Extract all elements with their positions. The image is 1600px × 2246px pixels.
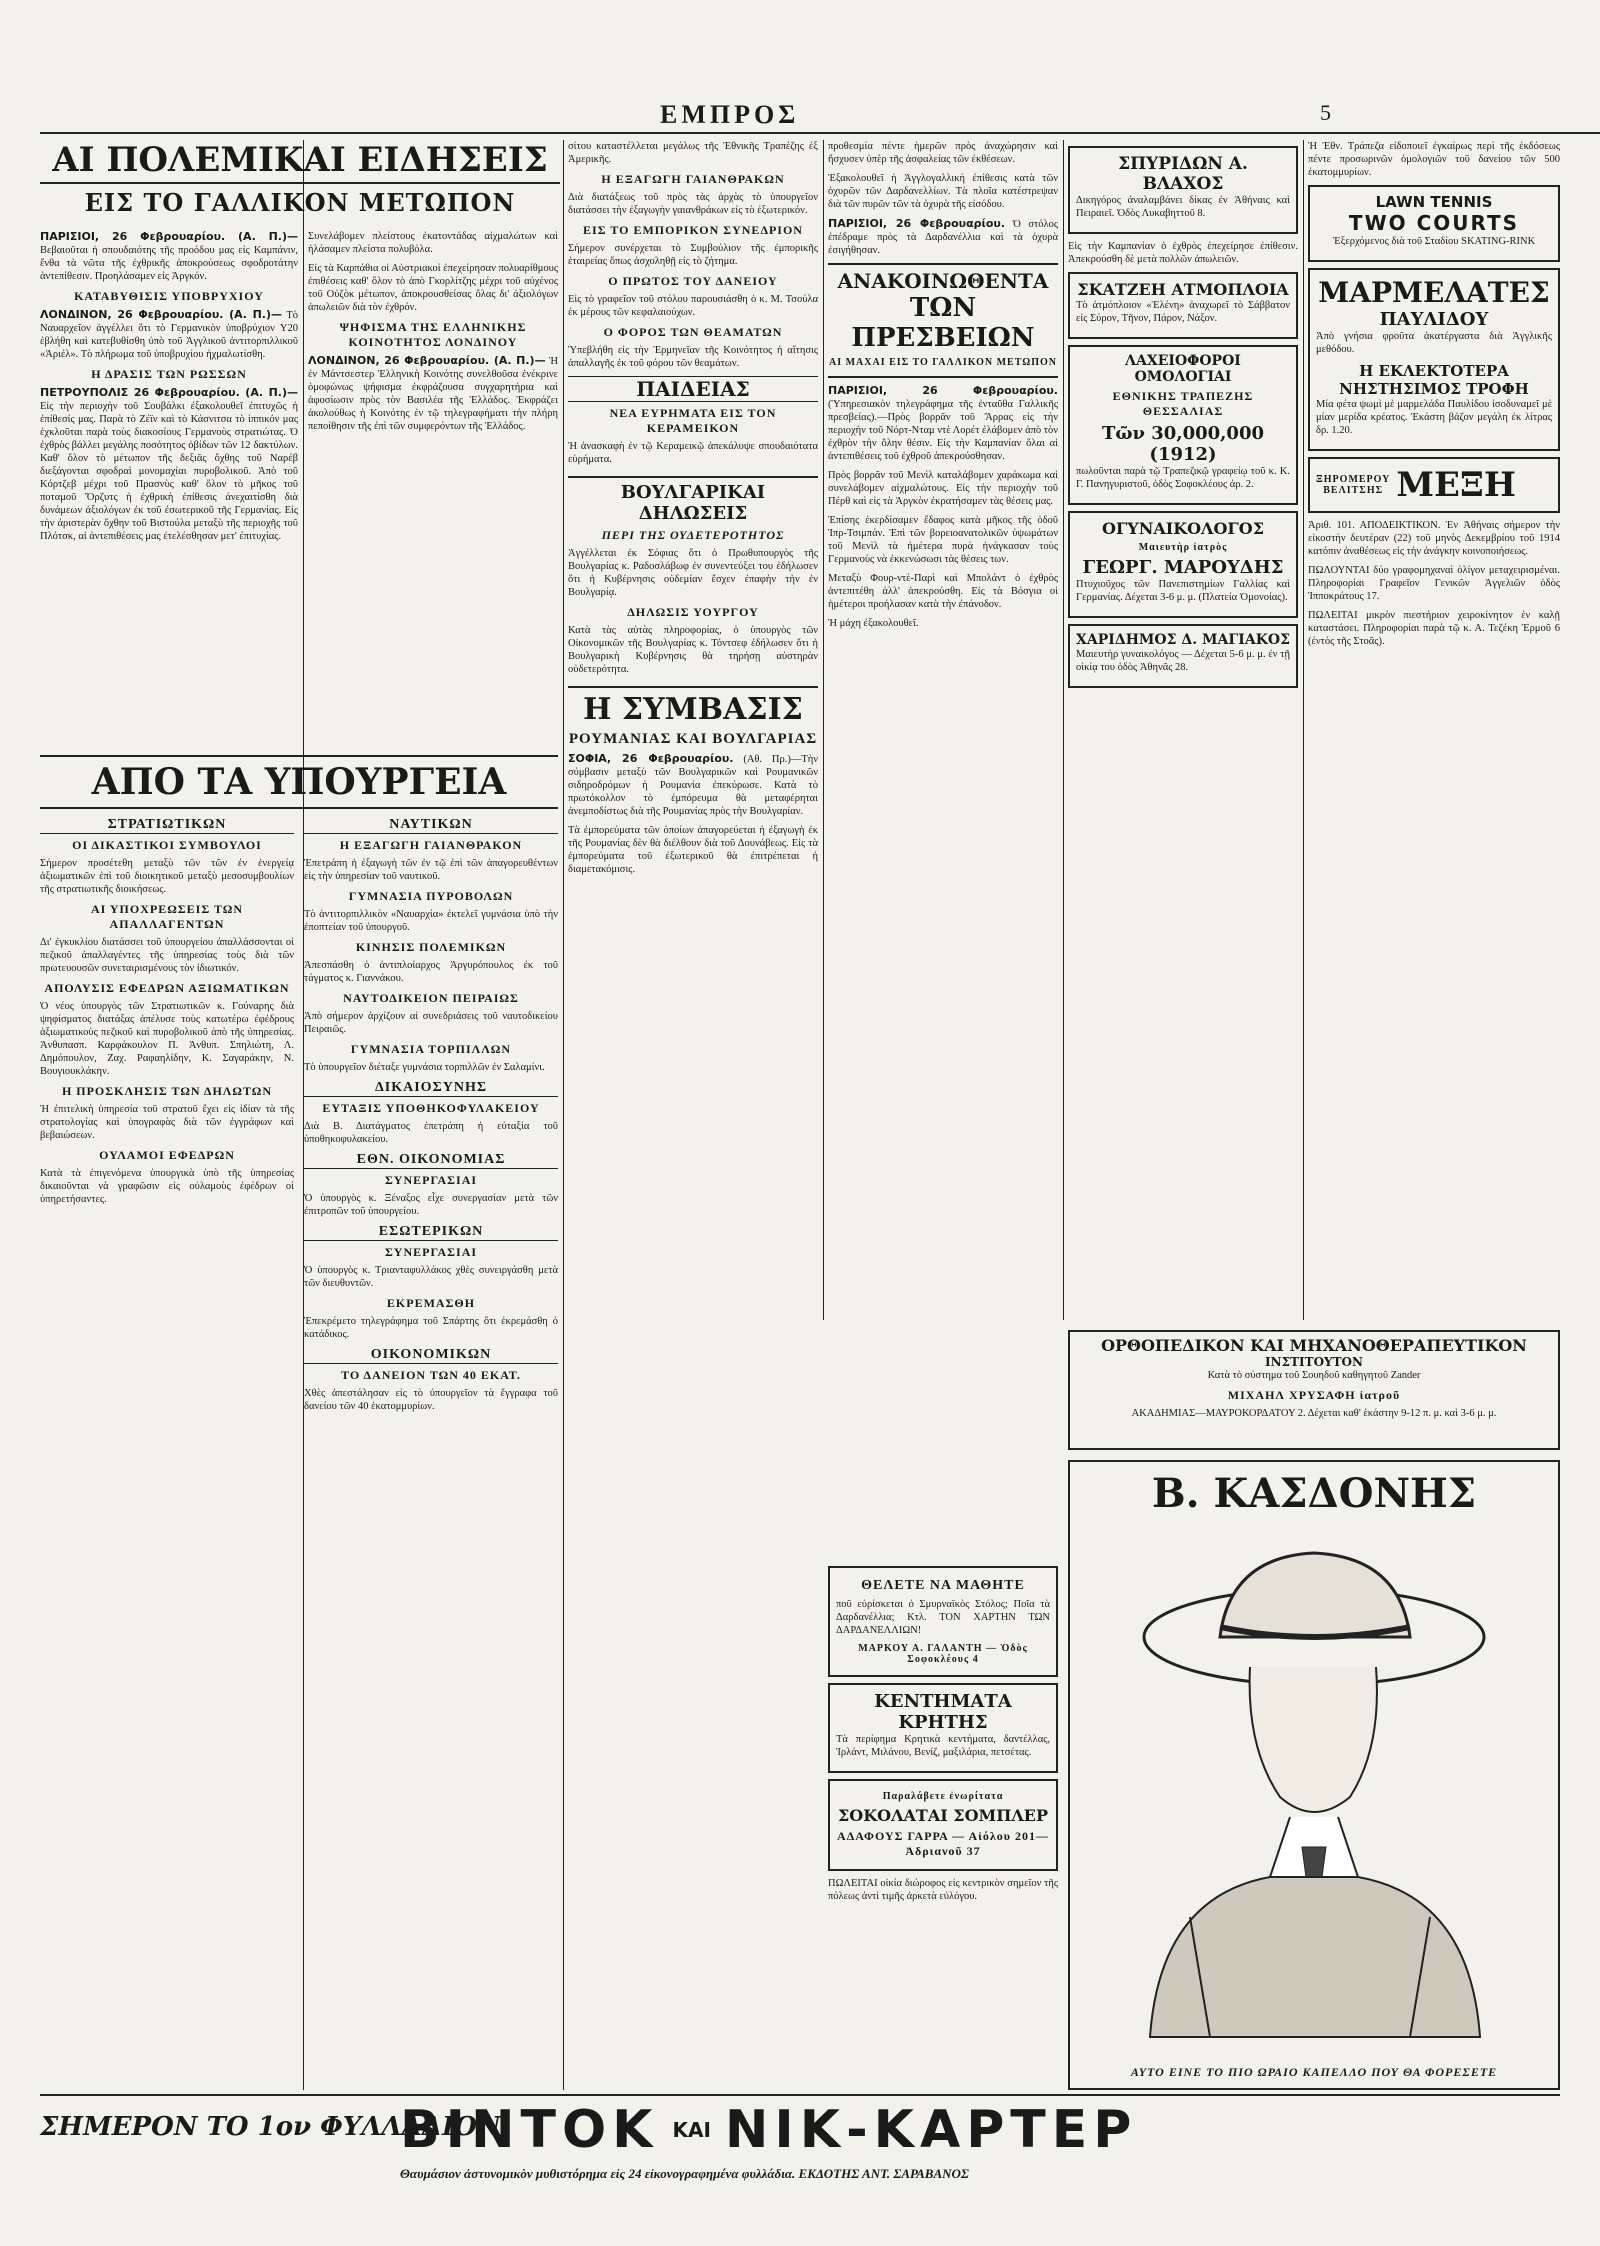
paragraph: Τὸ ἀντιτορπιλλικὸν «Ναυαρχία» ἐκτελεῖ γυμνάσια ὑπὸ τὴν ἐποπτείαν τοῦ ὑπουργοῦ.: [304, 909, 558, 933]
section-subheading: ΔΗΛΩΣΙΣ ΥΟΥΡΓΟΥ: [627, 605, 759, 619]
paragraph: Ἐπεκρέμετο τηλεγράφημα τοῦ Σπάρτης ὅτι ἐκρεμάσθη ὁ κατάδικος.: [304, 1316, 558, 1340]
paragraph: Ἐπετράπη ἡ ἐξαγωγὴ τῶν ἐν τῷ ἐπὶ τῶν ἀπαγορευθέντων εἰς τὴν ὑπηρεσίαν τοῦ ναυτικοῦ.: [304, 858, 558, 882]
ad-name: ΧΑΡΙΔΗΜΟΣ Δ. ΜΑΓΙΑΚΟΣ: [1076, 632, 1290, 648]
section-subheading: Ο ΦΟΡΟΣ ΤΩΝ ΘΕΑΜΑΤΩΝ: [603, 325, 783, 339]
ministries-block: [40, 755, 558, 2090]
headline-ministries: ΑΠΟ ΤΑ ΥΠΟΥΡΓΕΙΑ: [40, 755, 558, 809]
section-subheading: Ο ΠΡΩΤΟΣ ΤΟΥ ΔΑΝΕΙΟΥ: [608, 274, 778, 288]
paragraph: Κατὰ τὰς αὐτὰς πληροφορίας, ὁ ὑπουργὸς τῶν Οἰκονομικῶν τῆς Βουλγαρίας κ. Τόντσεφ ἐδήλωσεν ὅτι ἡ Βουλγαρικὴ Κυβέρνησις θὰ τηρήσῃ αὐστηρὰν οὐδετερότητα.: [568, 625, 818, 675]
ad-map: [828, 1566, 1058, 1677]
paragraph: Δι' ἐγκυκλίου διατάσσει τοῦ ὑπουργείου ἀπαλλάσσονται οἱ πεζικοῦ ἀπαλλαγέντες τῆς ὑπηρεσίας τοὺς διὰ τῶν πρωτευουσῶν συνεταιρισμένους τὸν ἰδιωτικόν.: [40, 937, 294, 974]
section-subheading: ΓΥΜΝΑΣΙΑ ΠΥΡΟΒΟΛΩΝ: [348, 889, 514, 903]
section-subheading: ΚΑΤΑΒΥΘΙΣΙΣ ΥΠΟΒΡΥΧΙΟΥ: [74, 289, 264, 303]
paragraph: Μεταξὺ Φουρ-ντὲ-Παρὶ καὶ Μπολάντ ὁ ἐχθρὸς ἀντεπιτέθη ἀλλ' ἀπεκρούσθη. Εἰς τὰ Βόσγια οἱ ἡμέτεροι προήλασαν κατὰ τὴν ἐπάνοδον.: [828, 573, 1058, 610]
section-subheading: ΕΚΡΕΜΑΣΘΗ: [386, 1296, 476, 1310]
section-subheading: ΓΥΜΝΑΣΙΑ ΤΟΡΠΙΛΛΩΝ: [350, 1042, 512, 1056]
banner-title-a: ΒΙΝΤΟΚ: [400, 2100, 659, 2160]
ad-title: ΛΑΧΕΙΟΦΟΡΟΙ ΟΜΟΛΟΓΙΑΙ: [1125, 353, 1241, 385]
ad-orthopedic: [1068, 1330, 1560, 1450]
column-2-top-text: [308, 230, 558, 750]
paragraph: Εἰς τὴν περιοχὴν τοῦ Σουβάλκι ἐξακολουθεῖ ἐπιτυχῶς ἡ ἐπίθεσίς μας. Παρὰ τὸ Ζέϊν καὶ τὸ Κάσνιτσα τὸ ἱππικόν μας ἐχκλοῦται παρὰ τοὺς διακοσίους Γερμανοὺς στρατιώτας. Ὁ ἐχθρὸς βάλλει μεγάλης ποσότητος ὀβίδων τῶν 12 δακτύλων. Καθ' ὅλον τὸ μέτωπον τῆς δεξιᾶς ὄχθης τοῦ Ναρέβ διεξάγονται σφοδραὶ μονομαχίαι πυροβολικοῦ. Ἀπὸ τοῦ Κόρτζεβ μέχρι τοῦ Πρασνὺς καθ' ὅλον τὸ μῆκος τοῦ ποταμοῦ Ὄρζυτς ἡ ἐχθρικὴ ἐπίθεσις ἀνεχαιτίσθη διὰ δυνάμεων ἀξιολόγων ἐκ τοῦ ἐσωτερικοῦ τῆς Γερμανίας. Εἰς τὴν ἀριστερὰν ὄχθην τοῦ Βιστούλα μεταξὺ τῆς περιοχῆς τοῦ Πλότσκ, αἱ ἀντεπιθέσεις μας ἐτελέσθησαν μετ' ἐπιτυχίας.: [40, 401, 298, 542]
bottom-banner: [40, 2100, 1360, 2190]
section-subheading: ΣΥΝΕΡΓΑΣΙΑΙ: [384, 1245, 478, 1259]
ad-lottery-bonds: [1068, 345, 1298, 505]
column-4: [828, 140, 1058, 1320]
ad-small: ΒΕΛΙΤΣΗΣ: [1323, 485, 1384, 496]
paragraph: Εἰς τὰ Καρπάθια οἱ Αὐστριακοὶ ἐπεχείρησαν πολυαρίθμους ἐπιθέσεις καθ' ὅλον τὸ ἀπὸ Γκορλίτζης μέχρι τοῦ αὐχένος τοῦ Οὐζὸκ μέτωπον, ἀποκρουσθείσας ὅλας δι' ἀξιολόγων ἀπωλειῶν διὰ τὸν ἐχθρόν.: [308, 263, 558, 313]
ad-title: LAWN TENNIS: [1375, 193, 1493, 211]
ad-lawyer: [1068, 146, 1298, 234]
paragraph: Βεβαιοῦται ἡ σπουδαιότης τῆς προόδου μας εἰς Καμπάνιν, ἔνθα τὰ νῶτα τῆς ἐχθρικῆς ἀποκρούσεως σφοδροτάτην ἀντεπίθεσιν. Προηλάσαμεν εἰς Ἀργκόν.: [40, 245, 298, 282]
section-subheading: Η ΕΞΑΓΩΓΗ ΓΑΙΑΝΘΡΑΚΩΝ: [601, 172, 785, 186]
paragraph: Ἀπεσπάσθη ὁ ἀντιπλοίαρχος Ἀργυρόπουλος ἐκ τοῦ τάγματος κ. Γιαννάκου.: [304, 960, 558, 984]
paragraph: Πρὸς βορρᾶν τοῦ Μενὶλ καταλάβομεν χαράκωμα καὶ συνελάβομεν αἰχμαλώτους. Εἰς τὴν περιοχὴν τοῦ Πέρθ καὶ εἰς τὰ Ἀργκὸν ἐκρατήσαμεν τὰς θέσεις μας.: [828, 470, 1058, 507]
ad-title: ΘΕΛΕΤΕ ΝΑ ΜΑΘΗΤΕ: [861, 1578, 1025, 1593]
section-subheading: ΨΗΦΙΣΜΑ ΤΗΣ ΕΛΛΗΝΙΚΗΣ ΚΟΙΝΟΤΗΤΟΣ ΛΟΝΔΙΝΟΥ: [339, 320, 527, 349]
section-subheading: ΟΥΛΑΜΟΙ ΕΦΕΔΡΩΝ: [99, 1148, 235, 1162]
dateline: ΛΟΝΔΙΝΟΝ, 26 Φεβρουαρίου. (Α. Π.)—: [308, 354, 546, 367]
top-rule: [40, 132, 1600, 134]
section-subheading: ΤΟ ΔΑΝΕΙΟΝ ΤΩΝ 40 ΕΚΑΤ.: [341, 1368, 521, 1382]
ad-mexi: [1308, 457, 1560, 513]
masthead: [40, 100, 1350, 130]
ad-name: ΓΕΩΡΓ. ΜΑΡΟΥΔΗΣ: [1082, 557, 1284, 578]
paragraph: Ἐπίσης ἐκερδίσαμεν ἔδαφος κατὰ μῆκος τῆς ὁδοῦ Ἰπρ-Τσιμπάν. Ἐπὶ τῶν βορειοανατολικῶν ὑψωμάτων τοῦ Μενὶλ τὰ ἡμέτερα πυρὰ ἠνάγκασαν τοὺς Γερμανοὺς νὰ ἐκκενώσωσι τὰς θέσεις των.: [828, 515, 1058, 565]
ad-big-text: TWO COURTS: [1348, 211, 1520, 235]
section-subheading: Η ΠΡΟΣΚΛΗΣΙΣ ΤΩΝ ΔΗΛΩΤΩΝ: [61, 1084, 273, 1098]
section-subheading: ΠΕΡΙ ΤΗΣ ΟΥΔΕΤΕΡΟΤΗΤΟΣ: [601, 528, 785, 542]
paragraph: Ἡ ἐν Μάντσεστερ Ἑλληνικὴ Κοινότης συνελθοῦσα ἐνέκρινε ὁμοφώνως ψήφισμα ἐκφράζουσα συγχαρητήρια καὶ ἀφοσίωσιν πρὸς τὸν Βασιλέα τῆς Ἑλλάδος. Ἐκφράζει ἀκολούθως ἡ Κοινότης ἐν τῷ τηλεγραφήματι τὴν πλήρη πεποίθησιν τῆς ἐπὶ τῶν συμφερόντων τῆς Ἑλλάδος.: [308, 356, 559, 432]
ad-obstetrician: [1068, 624, 1298, 688]
paragraph: Εἰς τὴν Καμπανίαν ὁ ἐχθρὸς ἐπεχείρησε ἐπίθεσιν. Ἀπεκρούσθη δὲ μετὰ πολλῶν ἀπωλειῶν.: [1068, 241, 1298, 265]
section-subheading: ΑΙ ΜΑΧΑΙ ΕΙΣ ΤΟ ΓΑΛΛΙΚΟΝ ΜΕΤΩΠΟΝ: [828, 357, 1058, 368]
dateline: ΠΑΡΙΣΙΟΙ, 26 Φεβρουαρίου.: [828, 384, 1058, 397]
ad-text: Μαιευτὴρ γυναικολόγος — Δέχεται 5-6 μ. μ. ἐν τῇ οἰκίᾳ του ὁδὸς Ἀθηνᾶς 28.: [1076, 649, 1290, 673]
paragraph: Συνελάβομεν πλείστους ἐκατοντάδας αἰχμαλώτων καὶ ἠλάσαμεν πλείστα πολυβόλα.: [308, 231, 558, 255]
ad-prize: Τῶν 30,000,000 (1912): [1101, 423, 1265, 465]
dateline: ΠΑΡΙΣΙΟΙ, 26 Φεβρουαρίου. (Α. Π.)—: [40, 230, 298, 243]
section-education: ΠΑΙΔΕΙΑΣ: [568, 376, 818, 402]
section-economy: ΕΘΝ. ΟΙΚΟΝΟΜΙΑΣ: [304, 1152, 558, 1169]
ad-chocolates: [828, 1779, 1058, 1871]
section-subheading: Η ΕΞΑΓΩΓΗ ΓΑΙΑΝΘΡΑΚΟΝ: [339, 838, 523, 852]
ad-text: Κατὰ τὸ σύστημα τοῦ Σουηδοῦ καθηγητοῦ Zander: [1207, 1370, 1421, 1381]
column-4-lower: [828, 1560, 1058, 2090]
section-subheading: ΕΙΣ ΤΟ ΕΜΠΟΡΙΚΟΝ ΣΥΝΕΔΡΙΟΝ: [583, 223, 803, 237]
paragraph: Εἰς τὸ γραφεῖον τοῦ στόλου παρουσιάσθη ὁ κ. Μ. Τσούλα ἐκ μέρους τῶν κεφαλαιούχων.: [568, 294, 818, 318]
section-subheading: ΝΑΥΤΟΔΙΚΕΙΟΝ ΠΕΙΡΑΙΩΣ: [343, 991, 519, 1005]
headline-embassies: ΤΩΝ ΠΡΕΣΒΕΙΩΝ: [851, 293, 1035, 353]
ad-title: ΣΚΑΤΖΕΗ ΑΤΜΟΠΛΟΙΑ: [1077, 280, 1289, 299]
man-in-hat-illustration: [1070, 1517, 1558, 2037]
ad-title: ΟΓΥΝΑΙΚΟΛΟΓΟΣ: [1101, 519, 1265, 538]
headline-war-news: ΑΙ ΠΟΛΕΜΙΚΑΙ ΕΙΔΗΣΕΙΣ: [40, 140, 560, 184]
column-divider: [1063, 140, 1064, 1320]
ad-gynecologist: [1068, 511, 1298, 618]
ad-small: ΞΗΡΟΜΕΡΟΥ: [1316, 474, 1391, 485]
column-divider: [563, 140, 564, 2090]
ad-subtitle: ΠΑΥΛΙΔΟΥ: [1379, 309, 1489, 330]
section-subheading: ΣΥΝΕΡΓΑΣΙΑΙ: [384, 1173, 478, 1187]
paragraph: Ἀγγέλλεται ἐκ Σόφιας ὅτι ὁ Πρωθυπουργὸς τῆς Βουλγαρίας κ. Ραδοσλάβωφ ἐν συνεντεύξει του ἐδήλωσεν ὅτι ἡ Κυβέρνησις οὐδεμίαν ἔσχεν ἐπαφὴν τὴν ἐν Βουλγαρίᾳ.: [568, 548, 818, 598]
paragraph: Διὰ διατάξεως τοῦ πρὸς τὰς ἀρχὰς τὸ ὑπουργεῖον διατάσσει τὴν ἐξαγωγὴν γαιανθράκων εἰς τὸ ἐξωτερικόν.: [568, 192, 818, 216]
paragraph: Ὁ νέος ὑπουργὸς τῶν Στρατιωτικῶν κ. Γούναρης διὰ ψηφίσματος διατάξας ἀπέλυσε τοὺς κατωτέρω ἐφέδρους ἀξιωματικοὺς πεζικοῦ καὶ πυροβολικοῦ ἀπὸ τῆς ὑπηρεσίας. Ἀνθυπασπ. Καρφάκουλον Π. Ἀνθυπ. Σπηλιώτη, Λ. Δημόπουλον, Ζαχ. Ραφαηλίδην, Κ. Σαγαράκην, Ν. Βουγιουκλάκην.: [40, 1001, 294, 1077]
ad-name: ΜΙΧΑΗΛ ΧΡΥΣΑΦΗ ἰατροῦ: [1227, 1388, 1401, 1402]
dateline: ΠΕΤΡΟΥΠΟΛΙΣ 26 Φεβρουαρίου. (Α. Π.)—: [40, 386, 298, 399]
section-subheading: ΕΥΤΑΞΙΣ ΥΠΟΘΗΚΟΦΥΛΑΚΕΙΟΥ: [322, 1101, 540, 1115]
column-1-text: [40, 230, 298, 750]
headline-convention: Η ΣΥΜΒΑΣΙΣ: [568, 686, 818, 727]
paragraph: (Αθ. Πρ.)—Τὴν σύμβασιν μεταξὺ τῶν Βουλγαρικῶν καὶ Ρουμανικῶν σιδηροδρόμων ἡ Ρουμανία ἐπεκύρωσε. Κατὰ τὸ πρωτόκολλον τὸ ἐμπόρευμα θὰ μεταφέρηται ἀνεμποδίστως διὰ τῆς Ρουμανίας πρὸς τὴν Βουλγαρίαν.: [568, 754, 818, 817]
subheadline-french-front: ΕΙΣ ΤΟ ΓΑΛΛΙΚΟΝ ΜΕΤΩΠΟΝ: [84, 188, 516, 217]
paragraph: Ἀπὸ σήμερον ἀρχίζουν αἱ συνεδριάσεις τοῦ ναυτοδικείου Πειραιῶς.: [304, 1011, 558, 1035]
paragraph: σίτου καταστέλλεται μεγάλως τῆς Ἐθνικῆς Τραπέζης ἐξ Ἀμερικῆς.: [568, 141, 818, 165]
ad-text: πωλοῦνται παρὰ τῷ Τραπεζικῷ γραφείῳ τοῦ κ. Κ. Γ. Πανηγυριστοῦ, ὁδὸς Σοφοκλέους ἀρ. 2.: [1076, 466, 1290, 490]
section-finance: ΟΙΚΟΝΟΜΙΚΩΝ: [304, 1347, 558, 1364]
column-5: [1068, 140, 1298, 1320]
section-internal: ΕΣΩΤΕΡΙΚΩΝ: [304, 1224, 558, 1241]
section-subheading: ΚΙΝΗΣΙΣ ΠΟΛΕΜΙΚΩΝ: [355, 940, 507, 954]
ad-signature: ΜΑΡΚΟΥ Α. ΓΑΛΑΝΤΗ — Ὁδὸς Σοφοκλέους 4: [858, 1643, 1028, 1665]
paragraph: Ὁ στόλος ἐπέδραμε πρὸς τὰ Δαρδανέλλια καὶ τὰ ὀχυρὰ ἐσιγήθησαν.: [828, 219, 1059, 256]
paragraph: (Ὑπηρεσιακὸν τηλεγράφημα τῆς ἐνταῦθα Γαλλικῆς πρεσβείας).—Πρὸς βορρᾶν τοῦ Ἄρρας εἰς τὴν περιοχὴν τοῦ Νόρτ-Νταμ ντὲ Λορέτ ἐλάβομεν ἀπὸ τὸν ἐχθρὸν τὴν ὅλην θέσιν. Εἰς τὴν Καμπανίαν ὅλαι αἱ ἀντεπιθέσεις τοῦ ἐχθροῦ ἀπεκρούσθησαν.: [828, 399, 1058, 462]
ad-text: Πτυχιοῦχος τῶν Πανεπιστημίων Γαλλίας καὶ Γερμανίας. Δέχεται 3-6 μ. μ. (Πλατεία Ὁμονοίας).: [1076, 579, 1290, 603]
dateline: ΣΟΦΙΑ, 26 Φεβρουαρίου.: [568, 752, 734, 765]
column-divider: [1303, 140, 1304, 1320]
paragraph: Κατὰ τὰ ἐπιγενόμενα ὑπουργικὰ ὑπὸ τῆς ὑπηρεσίας δικαιοῦνται νὰ γραφῶσιν εἰς οὐλαμοὺς ἐφέδρων οἱ ὑπηρετήσαντες.: [40, 1168, 294, 1205]
section-subheading: ΝΕΑ ΕΥΡΗΜΑΤΑ ΕΙΣ ΤΟΝ ΚΕΡΑΜΕΙΚΟΝ: [609, 406, 777, 435]
ad-text: ποῦ εὑρίσκεται ὁ Σμυρναϊκὸς Στόλος; Ποῖα τὰ Δαρδανέλλια; Κτλ. ΤΟΝ ΧΑΡΤΗΝ ΤΩΝ ΔΑΡΔΑΝΕΛΛΙΩΝ!: [836, 1599, 1050, 1636]
ad-hat-name: Β. ΚΑΣΔΟΝΗΣ: [1151, 1470, 1477, 1517]
ad-title: ΚΕΝΤΗΜΑΤΑ ΚΡΗΤΗΣ: [874, 1691, 1012, 1733]
ministries-left: [40, 813, 294, 1419]
paragraph: Ὑπεβλήθη εἰς τὴν Ἑρμηνεῖαν τῆς Κοινότητος ἡ αἴτησις ἀπαλλαγῆς ἐκ τοῦ φόρου τῶν θεαμάτων.: [568, 345, 818, 369]
ad-hat-caption: ΑΥΤΟ ΕΙΝΕ ΤΟ ΠΙΟ ΩΡΑΙΟ ΚΑΠΕΛΛΟ ΠΟΥ ΘΑ ΦΟΡΕΣΕΤΕ: [1130, 2065, 1498, 2079]
section-navy: ΝΑΥΤΙΚΩΝ: [304, 817, 558, 834]
paragraph: Ὁ ὑπουργὸς κ. Ξέναξος εἶχε συνεργασίαν μετὰ τῶν ἐπιτροπῶν τοῦ ὑπουργείου.: [304, 1193, 558, 1217]
ad-steamship: [1068, 272, 1298, 339]
newspaper-title: ΕΜΠΡΟΣ: [660, 100, 800, 129]
paragraph: Τὸ Ναυαρχεῖον ἀγγέλλει ὅτι τὸ Γερμανικὸν ὑποβρύχιον Υ20 ἐβλήθη καὶ κατεβυθίσθη ὑπὸ τοῦ Ἀγγλικοῦ ἀντιτορπιλλικοῦ «Ἀριέλ». Τὸ πλήρωμα τοῦ ὑποβρυχίου ἠχμαλωτίσθη.: [40, 310, 299, 360]
ad-text: Τὰ περίφημα Κρητικὰ κεντήματα, δαντέλλας, Ἰρλάντ, Μιλάνου, Βενίζ, μαξιλάρια, πετσέτας.: [836, 1734, 1050, 1758]
paragraph: Ἀριθ. 101. ΑΠΟΔΕΙΚΤΙΚΟΝ. Ἐν Ἀθήναις σήμερον τὴν εἰκοστὴν δευτέραν (22) τοῦ μηνὸς Δεκεμβρίου τοῦ 1914 κατόπιν ἀναθέσεως εἰς τὴν ἀνάγκην κοινοποιήσεως.: [1308, 520, 1560, 557]
ad-tennis: [1308, 185, 1560, 262]
ad-text: ΑΔΑΦΟΥΣ ΓΑΡΡΑ — Αἰόλου 201—Ἀδριανοῦ 37: [837, 1829, 1049, 1858]
page-number: 5: [1320, 100, 1331, 125]
ad-marmalades: [1308, 268, 1560, 451]
section-subheading: ΑΠΟΛΥΣΙΣ ΕΦΕΔΡΩΝ ΑΞΙΩΜΑΤΙΚΩΝ: [44, 981, 290, 995]
ad-title: ΜΑΡΜΕΛΑΤΕΣ: [1318, 276, 1550, 309]
section-justice: ΔΙΚΑΙΟΣΥΝΗΣ: [304, 1080, 558, 1097]
paragraph: Τὰ ἐμπορεύματα τῶν ὁποίων ἀπαγορεύεται ἡ ἐξαγωγὴ ἐκ τῆς Ρουμανίας δὲν θὰ διέλθουν διὰ τοῦ Δουνάβεως. Εἰς τὰ ἐμπορεύματα τοῦ ἐξωτερικοῦ θὰ ἐπιτρέπεται ἡ διαμετακόμισις.: [568, 825, 818, 875]
ad-text: Ἀπὸ γνήσια φροῦτα ἀκατέργαστα διὰ Ἀγγλικῆς μεθόδου.: [1316, 331, 1552, 355]
ad-hat: [1068, 1460, 1560, 2090]
paragraph: ΠΩΛΕΙΤΑΙ μικρὸν πιεστήριον χειροκίνητον ἐν καλῇ καταστάσει. Πληροφορίαι παρὰ τῷ κ. Α. Τεζέκη Ἑρμοῦ 6 (ἐντὸς τῆς Στοᾶς).: [1308, 610, 1560, 647]
banner-conjunction: ΚΑΙ: [672, 2118, 711, 2142]
ad-title: ΣΠΥΡΙΔΩΝ Α. ΒΛΑΧΟΣ: [1118, 154, 1248, 194]
paragraph: Τὸ ὑπουργεῖον διέταξε γυμνάσια τορπιλλῶν ἐν Σαλαμίνι.: [304, 1062, 545, 1073]
ad-text: Τὸ ἀτμόπλοιον «Ἑλένη» ἀναχωρεῖ τὸ Σάββατον εἰς Σύρον, Τῆνον, Πάρον, Νάξον.: [1076, 300, 1290, 324]
ministries-right: [304, 813, 558, 1419]
paragraph: ΠΩΛΟΥΝΤΑΙ δύο γραφομηχαναὶ ὀλίγον μεταχειρισμέναι. Πληροφορίαι Γραφεῖον Γενικῶν Ἀγγελιῶν ὁδὸς Ἱπποκράτους 17.: [1308, 565, 1560, 602]
ad-title: ΜΕΞΗ: [1396, 465, 1517, 505]
ad-title: ΟΡΘΟΠΕΔΙΚΟΝ ΚΑΙ ΜΗΧΑΝΟΘΕΡΑΠΕΥΤΙΚΟΝ: [1101, 1336, 1527, 1355]
dateline: ΛΟΝΔΙΝΟΝ, 26 Φεβρουαρίου. (Α. Π.)—: [40, 308, 283, 321]
ad-text: Ἐξερχόμενος διὰ τοῦ Σταδίου SKATING-RINK: [1332, 236, 1536, 247]
headline-bulgarian-statements: ΒΟΥΛΓΑΡΙΚΑΙ ΔΗΛΩΣΕΙΣ: [568, 476, 818, 524]
ad-small: Μαιευτὴρ ἰατρὸς: [1138, 542, 1228, 553]
ad-embroidery: [828, 1683, 1058, 1773]
ad-title: ΣΟΚΟΛΑΤΑΙ ΣΟΜΠΛΕΡ: [837, 1806, 1048, 1825]
paragraph: Ὁ ὑπουργὸς κ. Τριανταφυλλάκος χθὲς συνειργάσθη μετὰ τῶν διευθυντῶν.: [304, 1265, 558, 1289]
paragraph: Ἐξακολουθεῖ ἡ Ἀγγλογαλλικὴ ἐπίθεσις κατὰ τῶν ὀχυρῶν τῶν Δαρδανελλίων. Τὰ πλοῖα κατέστρεψαν διὰ τῶν πυρῶν τῶν τὰ ὀχυρὰ τῆς εἰσόδου.: [828, 173, 1058, 210]
ad-small: Παραλάβετε ἐνωρίτατα: [882, 1791, 1004, 1802]
ad-text: Δικηγόρος ἀναλαμβάνει δίκας ἐν Ἀθήναις καὶ Πειραιεῖ. Ὁδὸς Λυκαβηττοῦ 8.: [1076, 195, 1290, 219]
headline-announcements: ΑΝΑΚΟΙΝΩΘΕΝΤΑ: [837, 269, 1049, 293]
ad-subtitle: ΙΝΣΤΙΤΟΥΤΟΝ: [1265, 1355, 1363, 1369]
paragraph: Χθὲς ἀπεστάλησαν εἰς τὸ ὑπουργεῖον τὰ ἔγγραφα τοῦ δανείου τῶν 40 ἑκατομμυρίων.: [304, 1388, 558, 1412]
ad-subtitle: ΕΘΝΙΚΗΣ ΤΡΑΠΕΖΗΣ ΘΕΣΣΑΛΙΑΣ: [1112, 389, 1254, 418]
paragraph: Ἡ μάχη ἐξακολουθεῖ.: [828, 618, 919, 629]
paragraph: ΠΩΛΕΙΤΑΙ οἰκία διώροφος εἰς κεντρικὸν σημεῖον τῆς πόλεως ἀντὶ τιμῆς ἀρκετὰ εὐλόγου.: [828, 1878, 1058, 1902]
paragraph: Ἡ ἀνασκαφὴ ἐν τῷ Κεραμεικῷ ἀπεκάλυψε σπουδαιότατα εὑρήματα.: [568, 441, 818, 465]
section-subheading: ΡΟΥΜΑΝΙΑΣ ΚΑΙ ΒΟΥΛΓΑΡΙΑΣ: [568, 731, 818, 747]
column-6: [1308, 140, 1560, 1320]
banner-subtitle: Θαυμάσιον ἀστυνομικὸν μυθιστόρημα εἰς 24 εἰκονογραφημένα φυλλάδια. ΕΚΔΟΤΗΣ ΑΝΤ. ΣΑΡΑΒΑΝΟΣ: [400, 2166, 969, 2181]
paragraph: Σήμερον προσέτεθη μεταξὺ τῶν τῶν ἐν ἐνεργείᾳ ἀξιωματικῶν ἐπὶ τοῦ διοικητικοῦ μεταξὺ μεσοσυμβουλίων τῆς στρατιωτικῆς διοικήσεως.: [40, 858, 294, 895]
column-3: [568, 140, 818, 2090]
column-divider: [823, 140, 824, 1320]
ad-text: Μία φέτα ψωμὶ μὲ μαρμελάδα Παυλίδου ἰσοδυναμεῖ μὲ μίαν μερίδα κρέατος. Ἑκάστη βάζον μεγάλη ἐκ λίτρας δρ. 1.20.: [1316, 399, 1552, 436]
section-subheading: Η ΔΡΑΣΙΣ ΤΩΝ ΡΩΣΣΩΝ: [91, 367, 247, 381]
section-army: ΣΤΡΑΤΙΩΤΙΚΩΝ: [40, 817, 294, 834]
paragraph: προθεσμία πέντε ἡμερῶν πρὸς ἀναχώρησιν καὶ ἤσχυσεν ὑπὲρ τῆς ἀσφαλείας τῶν ἐκθέσεων.: [828, 141, 1058, 165]
dateline: ΠΑΡΙΣΙΟΙ, 26 Φεβρουαρίου.: [828, 217, 1005, 230]
banner-title-b: ΝΙΚ-ΚΑΡΤΕΡ: [724, 2100, 1138, 2160]
ad-headline: Η ΕΚΛΕΚΤΟΤΕΡΑ ΝΗΣΤΗΣΙΜΟΣ ΤΡΟΦΗ: [1339, 362, 1529, 398]
bottom-rule: [40, 2094, 1560, 2096]
section-subheading: ΟΙ ΔΙΚΑΣΤΙΚΟΙ ΣΥΜΒΟΥΛΟΙ: [72, 838, 262, 852]
paragraph: Ἡ Ἐθν. Τράπεζα εἰδοποιεῖ ἐγκαίρως περὶ τῆς ἐκδόσεως πέντε προσωρινῶν ὁμολογιῶν τοῦ δανείου τῶν 500 ἑκατομμυρίων.: [1308, 141, 1560, 178]
paragraph: Σήμερον συνέρχεται τὸ Συμβούλιον τῆς ἐμπορικῆς ἑταιρείας ὅπως ἀσχοληθῇ εἰς τὸ ζήτημα.: [568, 243, 818, 267]
banner-left: ΣΗΜΕΡΟΝ ΤΟ 1ον ΦΥΛΛΑΔΙΟΝ: [40, 2112, 501, 2142]
paragraph: Διὰ Β. Διατάγματος ἐπετράπη ἡ εὐταξία τοῦ ὑποθηκοφυλακείου.: [304, 1121, 558, 1145]
section-subheading: ΑΙ ΥΠΟΧΡΕΩΣΕΙΣ ΤΩΝ ΑΠΑΛΛΑΓΕΝΤΩΝ: [90, 902, 244, 931]
ad-text: ΑΚΑΔΗΜΙΑΣ—ΜΑΥΡΟΚΟΡΔΑΤΟΥ 2. Δέχεται καθ' ἑκάστην 9-12 π. μ. καὶ 3-6 μ. μ.: [1131, 1408, 1497, 1419]
paragraph: Ἡ ἐπιτελικὴ ὑπηρεσία τοῦ στρατοῦ ἔχει εἰς ἰδίαν τὰ τῆς στρατολογίας καὶ ὑπογραφὰς διὰ τῶν ἐγγράφων καὶ βεβαιώσεων.: [40, 1104, 294, 1141]
